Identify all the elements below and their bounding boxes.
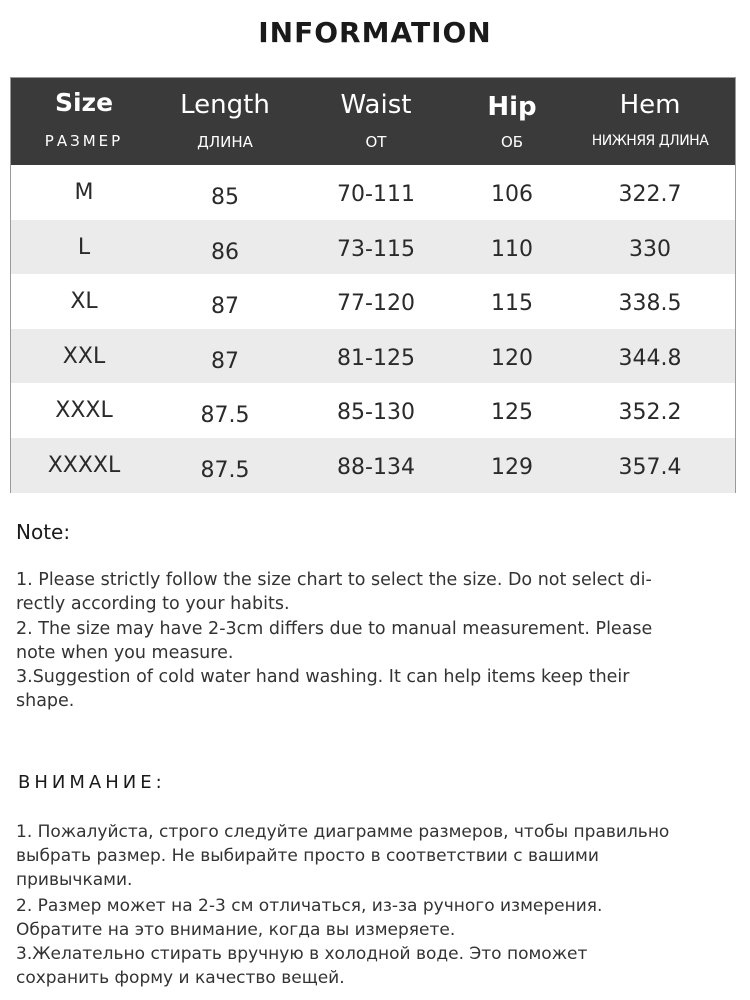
header-hip-ru: ОБ bbox=[500, 133, 524, 151]
header-length-en: Length bbox=[180, 90, 270, 120]
cell-length-text: 87.5 bbox=[200, 457, 250, 483]
page-title: INFORMATION bbox=[258, 16, 492, 49]
cell-size bbox=[11, 220, 157, 275]
cell-hip-text: 129 bbox=[491, 454, 533, 480]
cell-length bbox=[157, 220, 293, 275]
cell-hem-text: 330 bbox=[629, 236, 671, 262]
cell-length bbox=[157, 329, 293, 384]
cell-waist bbox=[293, 165, 459, 220]
note-ru-line: выбрать размер. Не выбирайте просто в соответствии с вашими bbox=[16, 846, 599, 866]
cell-size-text: M bbox=[74, 180, 94, 205]
header-size bbox=[11, 78, 157, 165]
note-line: rectly according to your habits. bbox=[16, 594, 290, 614]
cell-hem bbox=[565, 220, 735, 275]
header-length bbox=[157, 78, 293, 165]
cell-hem-text: 352.2 bbox=[618, 400, 682, 426]
table-body bbox=[11, 165, 735, 493]
cell-hem-text: 357.4 bbox=[618, 454, 682, 480]
header-size-en: Size bbox=[54, 88, 114, 117]
header-hip-en: Hip bbox=[487, 92, 537, 122]
cell-hip-text: 110 bbox=[491, 236, 533, 262]
cell-hip bbox=[459, 329, 565, 384]
cell-length bbox=[157, 274, 293, 329]
cell-size-text: XXXL bbox=[55, 398, 113, 424]
cell-length-text: 87 bbox=[211, 294, 239, 320]
cell-size-text: L bbox=[77, 234, 91, 260]
note-ru-line: 3.Желательно стирать вручную в холодной воде. Это поможет bbox=[16, 944, 588, 964]
cell-size bbox=[11, 274, 157, 329]
table-row bbox=[11, 274, 735, 329]
cell-waist-text: 77-120 bbox=[337, 291, 415, 317]
cell-size bbox=[11, 383, 157, 438]
cell-hem bbox=[565, 383, 735, 438]
cell-waist-text: 81-125 bbox=[337, 345, 415, 371]
cell-waist-text: 70-111 bbox=[337, 182, 415, 207]
cell-hip-text: 120 bbox=[491, 345, 533, 371]
cell-hip bbox=[459, 274, 565, 329]
cell-waist bbox=[293, 438, 459, 493]
cell-waist-text: 73-115 bbox=[337, 236, 415, 262]
header-hem bbox=[565, 78, 735, 165]
header-hem-en: Hem bbox=[619, 90, 681, 120]
cell-hip-text: 106 bbox=[491, 182, 533, 207]
header-hip bbox=[459, 78, 565, 165]
cell-waist-text: 85-130 bbox=[337, 400, 415, 426]
cell-waist bbox=[293, 274, 459, 329]
cell-hip-text: 115 bbox=[491, 291, 533, 317]
cell-size bbox=[11, 165, 157, 220]
table-row bbox=[11, 165, 735, 220]
note-ru-line: 1. Пожалуйста, строго следуйте диаграмме размеров, чтобы правильно bbox=[16, 822, 670, 842]
cell-waist bbox=[293, 383, 459, 438]
cell-hip-text: 125 bbox=[491, 400, 533, 426]
note-line: 1. Please strictly follow the size chart to select the size. Do not select di- bbox=[16, 570, 652, 590]
cell-length-text: 87.5 bbox=[200, 403, 250, 429]
cell-hip bbox=[459, 165, 565, 220]
cell-hip bbox=[459, 220, 565, 275]
cell-hem bbox=[565, 165, 735, 220]
cell-hem-text: 344.8 bbox=[618, 345, 682, 371]
cell-length bbox=[157, 383, 293, 438]
cell-hem-text: 322.7 bbox=[618, 182, 682, 207]
header-waist-ru: ОТ bbox=[365, 133, 387, 151]
table-row bbox=[11, 383, 735, 438]
note-heading: Note: bbox=[16, 520, 71, 544]
header-waist-en: Waist bbox=[340, 90, 412, 120]
cell-hem bbox=[565, 438, 735, 493]
size-chart-table bbox=[10, 77, 736, 493]
note-line: 2. The size may have 2-3cm differs due to manual measurement. Please bbox=[16, 619, 653, 639]
cell-length-text: 87 bbox=[211, 348, 239, 374]
cell-waist bbox=[293, 220, 459, 275]
table-header-row bbox=[11, 78, 735, 165]
header-hem-ru: НИЖНЯЯ ДЛИНА bbox=[591, 133, 709, 149]
table-row bbox=[11, 329, 735, 384]
cell-hip bbox=[459, 438, 565, 493]
cell-size bbox=[11, 438, 157, 493]
cell-size-text: XXXXL bbox=[47, 452, 121, 478]
cell-length-text: 85 bbox=[211, 185, 239, 210]
header-size-ru: РАЗМЕР bbox=[44, 132, 124, 150]
cell-length-text: 86 bbox=[211, 239, 239, 265]
cell-length bbox=[157, 165, 293, 220]
cell-hem-text: 338.5 bbox=[618, 291, 682, 317]
note-line: shape. bbox=[16, 691, 75, 711]
cell-hem bbox=[565, 274, 735, 329]
cell-waist bbox=[293, 329, 459, 384]
cell-size-text: XL bbox=[70, 289, 98, 315]
cell-hip bbox=[459, 383, 565, 438]
cell-hem bbox=[565, 329, 735, 384]
table-row bbox=[11, 438, 735, 493]
note-ru-line: 2. Размер может на 2-3 см отличаться, из-за ручного измерения. bbox=[16, 896, 603, 916]
header-waist bbox=[293, 78, 459, 165]
note-ru-line: привычками. bbox=[16, 870, 133, 890]
note-ru-heading: ВНИМАНИЕ: bbox=[18, 772, 166, 793]
cell-length bbox=[157, 438, 293, 493]
note-line: 3.Suggestion of cold water hand washing. It can help items keep their bbox=[16, 667, 630, 687]
header-length-ru: ДЛИНА bbox=[197, 133, 253, 151]
cell-waist-text: 88-134 bbox=[337, 454, 415, 480]
cell-size bbox=[11, 329, 157, 384]
table-row bbox=[11, 220, 735, 275]
note-ru-line: Обратите на это внимание, когда вы измеряете. bbox=[16, 920, 456, 940]
note-line: note when you measure. bbox=[16, 643, 234, 663]
note-ru-line: сохранить форму и качество вещей. bbox=[16, 968, 345, 988]
cell-size-text: XXL bbox=[62, 343, 106, 369]
